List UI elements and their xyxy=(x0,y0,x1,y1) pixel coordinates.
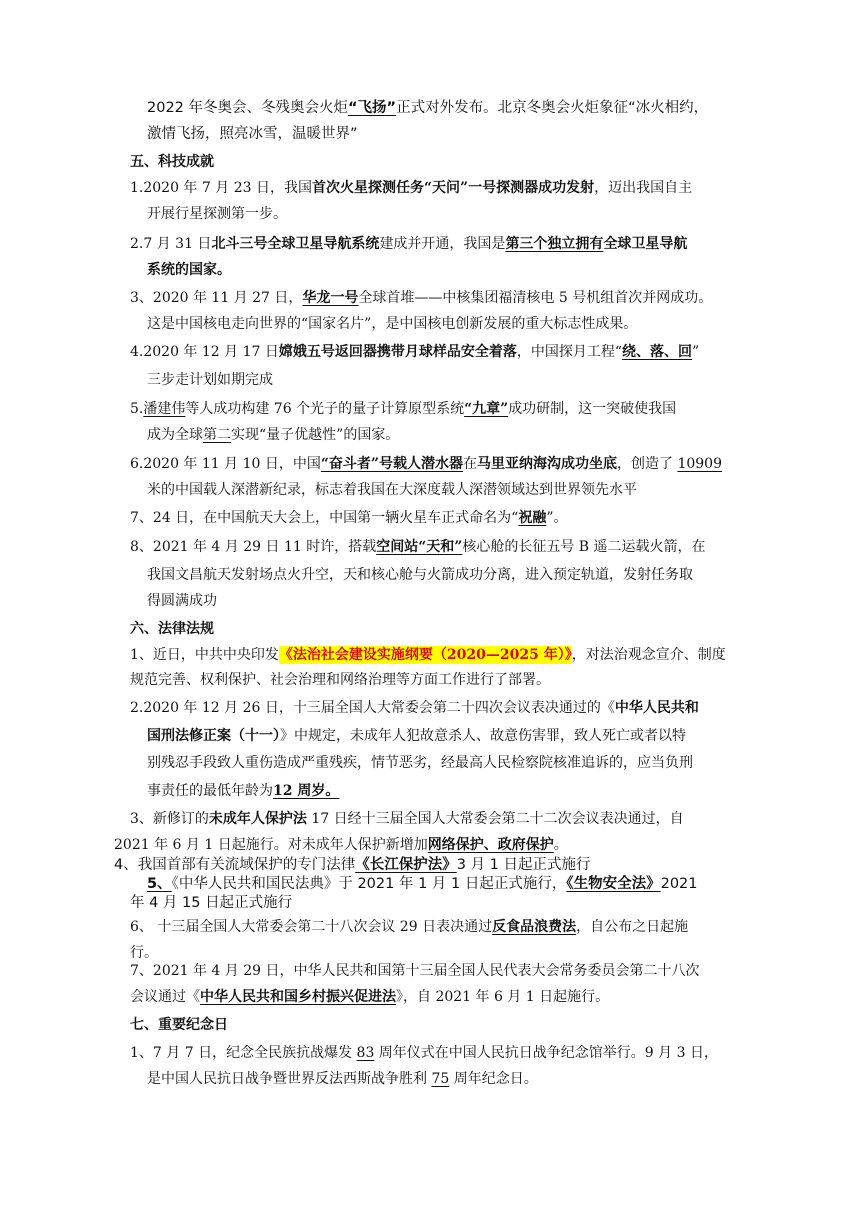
text-run: 首次火星探测任务“天问”一号探测器成功发射 xyxy=(311,180,595,196)
text-run: 系统的国家。 xyxy=(147,262,231,278)
text-run: 2021 年 6 月 1 日起施行。对未成年人保护新增加 xyxy=(114,837,428,853)
text-run: 得圆满成功 xyxy=(147,593,217,609)
text-run: 4.2020 年 12 月 17 日 xyxy=(130,344,279,360)
text-line xyxy=(147,591,217,611)
text-run: 7、2021 年 4 月 29 日，中华人民共和国第十三届全国人民代表大会常务委员会第二十八次 xyxy=(130,963,700,979)
text-run: 事责任的最低年龄为 xyxy=(147,783,273,799)
text-line xyxy=(130,917,688,937)
text-run: 5、 xyxy=(147,876,172,892)
text-run: 《长江保护法》 xyxy=(355,857,457,873)
text-line xyxy=(130,987,609,1007)
text-run: 正式对外发布。北京冬奥会火炬象征“冰火相约， xyxy=(396,100,709,116)
text-run: ”。 xyxy=(546,510,568,526)
text-line xyxy=(147,781,339,801)
text-run: “九章” xyxy=(464,401,509,417)
text-run: 周年纪念日。 xyxy=(449,1071,538,1087)
text-run: 第二 xyxy=(203,427,231,443)
section-heading xyxy=(130,619,214,639)
text-run: 反食品浪费法 xyxy=(492,919,577,935)
text-run: 年 4 月 15 日起正式施行 xyxy=(130,895,293,911)
section-heading xyxy=(130,1015,228,1035)
text-line xyxy=(147,565,693,585)
text-line xyxy=(130,454,722,474)
text-line xyxy=(130,399,676,419)
text-run: ，创造了 xyxy=(616,456,678,472)
text-run: 全球卫星导航 xyxy=(603,236,688,252)
text-run: 建成并开通，我国是 xyxy=(379,236,506,252)
text-run: 规范完善、权利保护、社会治理和网络治理等方面工作进行了部署。 xyxy=(130,672,550,688)
text-line xyxy=(130,670,550,690)
text-run: 1.2020 年 7 月 23 日，我国 xyxy=(130,180,312,196)
text-run: 别残忍手段致人重伤造成严重残疾，情节恶劣，经最高人民检察院核准追诉的，应当负刑 xyxy=(147,755,693,771)
text-run: 1、7 月 7 日，纪念全民族抗战爆发 xyxy=(130,1045,357,1061)
text-run: 2021 xyxy=(660,876,698,892)
text-run: 2022 年冬奥会、冬残奥会火炬 xyxy=(147,100,349,116)
text-line xyxy=(147,425,399,445)
text-line xyxy=(147,480,637,500)
text-line xyxy=(147,260,231,280)
text-run: 在 xyxy=(462,456,477,472)
text-run: 10909 xyxy=(677,456,722,472)
text-line xyxy=(147,753,693,773)
text-line xyxy=(130,342,699,362)
text-run: 米的中国载人深潜新纪录，标志着我国在大深度载人深潜领域达到世界领先水平 xyxy=(147,482,637,498)
text-run: “飞扬” xyxy=(348,100,397,116)
text-run: 成为全球 xyxy=(147,427,203,443)
text-line xyxy=(147,98,708,118)
text-run: 3 月 1 日起正式施行 xyxy=(456,857,591,873)
text-run: 中华人民共和 xyxy=(614,700,699,716)
text-run: 七、重要纪念日 xyxy=(130,1017,228,1033)
text-run: 6、 十三届全国人大常委会第二十八次会议 29 日表决通过 xyxy=(130,919,493,935)
text-run: 成功研制，这一突破使我国 xyxy=(508,401,677,417)
text-line xyxy=(147,124,358,144)
text-run: 华龙一号 xyxy=(302,290,359,306)
text-run: 是中国人民抗日战争暨世界反法西斯战争胜利 xyxy=(147,1071,432,1087)
text-line xyxy=(147,1069,538,1089)
text-run: ，自公布之日起施 xyxy=(576,919,689,935)
text-run: 激情飞扬，照亮冰雪，温暖世界” xyxy=(147,126,358,142)
text-run: 8、2021 年 4 月 29 日 11 时许，搭载 xyxy=(130,539,377,555)
text-line xyxy=(147,314,637,334)
text-run: ，对法治观念宣介、制度 xyxy=(571,647,726,663)
text-run: 核心舱的长征五号 B 遥二运载火箭，在 xyxy=(462,539,706,555)
text-run: 中华人民共和国乡村振兴促进法 xyxy=(200,989,396,1005)
text-line xyxy=(114,835,568,855)
text-run: ，迈出我国自主 xyxy=(594,180,693,196)
text-line xyxy=(130,645,726,665)
text-run: 国刑法修正案（十一） xyxy=(147,728,280,744)
text-line xyxy=(114,855,591,875)
text-run: 等人成功构建 76 个光子的量子计算原型系统 xyxy=(185,401,465,417)
section-heading xyxy=(130,152,214,172)
text-run: 6.2020 年 11 月 10 日，中国 xyxy=(130,456,321,472)
text-run: 》，自 2021 年 6 月 1 日起施行。 xyxy=(396,989,610,1005)
text-run: 83 xyxy=(356,1045,375,1061)
text-line xyxy=(130,178,692,198)
text-run: 实现“量子优越性”的国家。 xyxy=(231,427,400,443)
text-run: 。 xyxy=(553,837,568,853)
text-line xyxy=(130,943,158,963)
text-line xyxy=(130,508,568,528)
text-run: 《中华人民共和国民法典》于 2021 年 1 月 1 日起正式施行， xyxy=(171,876,567,892)
text-run: 》中规定，未成年人犯故意杀人、故意伤害罪，致人死亡或者以特 xyxy=(280,728,686,744)
text-run: 嫦娥五号返回器携带月球样品安全着落 xyxy=(278,344,517,360)
text-line xyxy=(147,726,686,746)
text-line xyxy=(130,1043,718,1063)
text-line xyxy=(130,698,699,718)
text-run: 1、近日，中共中央印发 xyxy=(130,647,279,663)
text-run: 行。 xyxy=(130,945,158,961)
text-run: ，中国探月工程“ xyxy=(516,344,623,360)
text-run: 2.7 月 31 日 xyxy=(130,236,212,252)
text-run: 北斗三号全球卫星导航系统 xyxy=(211,236,380,252)
text-run: 75 xyxy=(431,1071,450,1087)
text-run: 五、科技成就 xyxy=(130,154,214,170)
text-run: “奋斗者”号载人潜水器 xyxy=(320,456,463,472)
text-run: 5. xyxy=(130,401,144,417)
text-run: 六、法律法规 xyxy=(130,621,214,637)
text-run: 7、24 日，在中国航天大会上，中国第一辆火星车正式命名为“ xyxy=(130,510,519,526)
text-run: 祝融 xyxy=(518,510,547,526)
text-run: ” xyxy=(692,344,700,360)
text-run: 空间站“天和” xyxy=(376,539,463,555)
text-run: 三步走计划如期完成 xyxy=(147,372,273,388)
text-run: 未成年人保护法 xyxy=(208,811,307,827)
text-line xyxy=(130,234,687,254)
text-line xyxy=(130,893,292,913)
text-line xyxy=(130,809,684,829)
highlighted-text: 《法治社会建设实施纲要（2020—2025 年）》 xyxy=(278,647,572,663)
text-run: 2.2020 年 12 月 26 日，十三届全国人大常委会第二十四次会议表决通过的《 xyxy=(130,700,615,716)
text-run: 我国文昌航天发射场点火升空，天和核心舱与火箭成功分离，进入预定轨道，发射任务取 xyxy=(147,567,693,583)
text-line xyxy=(130,537,706,557)
text-run: 会议通过《 xyxy=(130,989,200,1005)
text-run: 马里亚纳海沟成功坐底 xyxy=(476,456,617,472)
text-run: 4、我国首部有关流域保护的专门法律 xyxy=(114,857,356,873)
text-line xyxy=(147,874,698,894)
text-run: 网络保护、政府保护 xyxy=(427,837,554,853)
text-line xyxy=(147,370,273,390)
text-run: 这是中国核电走向世界的“国家名片”，是中国核电创新发展的重大标志性成果。 xyxy=(147,316,638,332)
text-run: 3、新修订的 xyxy=(130,811,209,827)
text-run: 第三个独立拥有 xyxy=(505,236,604,252)
text-run: 17 日经十三届全国人大常委会第二十二次会议表决通过，自 xyxy=(306,811,684,827)
text-line xyxy=(130,288,712,308)
text-run: 全球首堆——中核集团福清核电 5 号机组首次并网成功。 xyxy=(358,290,713,306)
text-run: 12 周岁。 xyxy=(273,783,340,799)
text-run: 周年仪式在中国人民抗日战争纪念馆举行。9 月 3 日， xyxy=(374,1045,718,1061)
text-line xyxy=(147,204,287,224)
text-run: 3、2020 年 11 月 27 日， xyxy=(130,290,303,306)
text-run: 潘建伟 xyxy=(143,401,186,417)
text-run: 开展行星探测第一步。 xyxy=(147,206,287,222)
text-run: 绕、落、回 xyxy=(622,344,693,360)
text-line xyxy=(130,961,700,981)
text-run: 《生物安全法》 xyxy=(566,876,661,892)
